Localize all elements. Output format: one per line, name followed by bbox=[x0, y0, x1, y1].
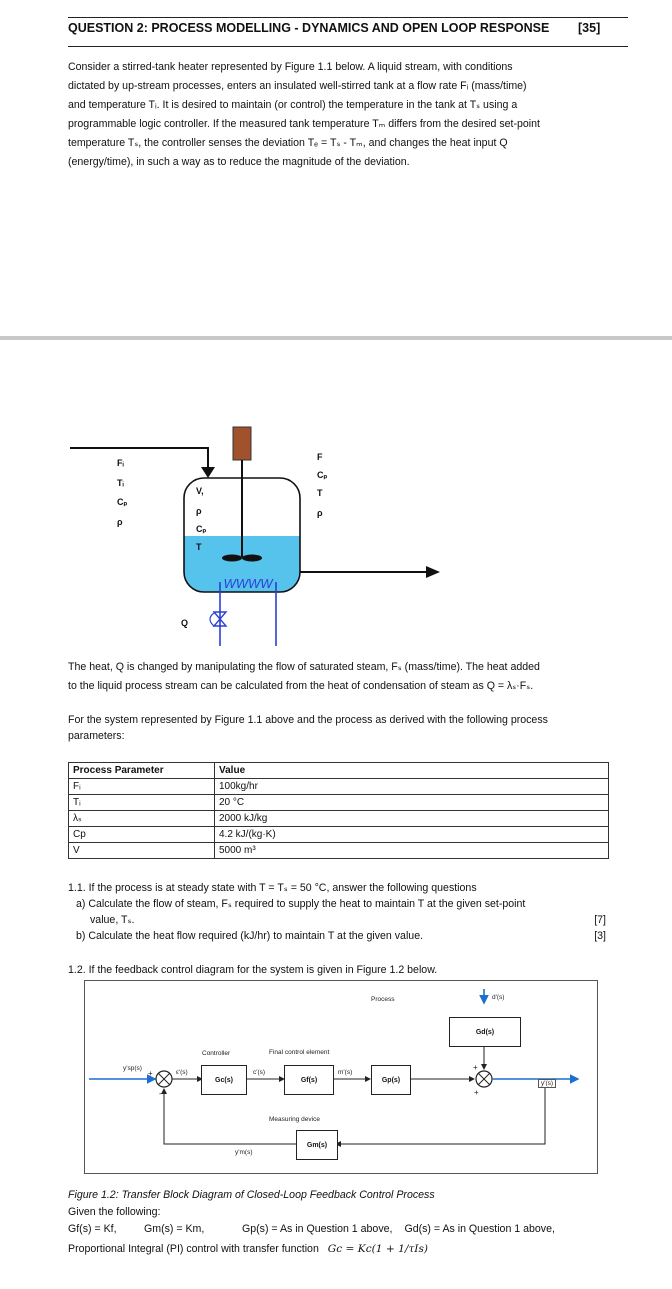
question-stem: 1.1. If the process is at steady state with T = Tₛ = 50 °C, answer the following questions bbox=[68, 882, 477, 894]
intro-line: Consider a stirred-tank heater represented by Figure 1.1 below. A liquid stream, with conditions bbox=[68, 61, 513, 73]
table-cell: 100kg/hr bbox=[215, 779, 609, 795]
plus-sign: + bbox=[473, 1063, 478, 1072]
table-row bbox=[69, 811, 609, 827]
system-line: parameters: bbox=[68, 730, 125, 742]
question-marks: [35] bbox=[578, 21, 601, 35]
minus-sign: - bbox=[159, 1089, 162, 1098]
parameter-table bbox=[68, 762, 609, 859]
given-gf: Gf(s) = Kf, bbox=[68, 1223, 117, 1235]
stirred-tank-figure bbox=[60, 420, 460, 655]
inlet-label: Fᵢ bbox=[117, 458, 124, 468]
table-row bbox=[69, 827, 609, 843]
given-gm: Gm(s) = Km, bbox=[144, 1223, 205, 1235]
controller-output-label: c'(s) bbox=[253, 1069, 266, 1076]
page-separator bbox=[0, 336, 672, 340]
inlet-pipe bbox=[70, 448, 208, 470]
question-title: QUESTION 2: PROCESS MODELLING - DYNAMICS AND OPEN LOOP RESPONSE bbox=[68, 21, 550, 35]
valve-actuator-icon bbox=[210, 613, 214, 626]
given-functions bbox=[68, 1221, 628, 1238]
top-rule bbox=[68, 17, 628, 18]
intro-line: and temperature Tᵢ. It is desired to maintain (or control) the temperature in the tank at Tₛ using a bbox=[68, 99, 518, 111]
outlet-label: T bbox=[317, 488, 323, 498]
figure-caption: Figure 1.2: Transfer Block Diagram of Closed-Loop Feedback Control Process bbox=[68, 1189, 435, 1201]
setpoint-label: y'sp(s) bbox=[123, 1065, 142, 1072]
table-cell: V bbox=[69, 843, 215, 859]
tank-label: ρ bbox=[196, 506, 202, 516]
question-1-2: 1.2. If the feedback control diagram for the system is given in Figure 1.2 below. bbox=[68, 964, 438, 976]
output-label: y'(s) bbox=[538, 1079, 556, 1088]
intro-line: programmable logic controller. If the measured tank temperature Tₘ differs from the desired set-point bbox=[68, 118, 540, 130]
given-section bbox=[68, 1204, 628, 1258]
feedback-line bbox=[336, 1079, 545, 1144]
error-label: ε'(s) bbox=[176, 1069, 188, 1076]
table-row bbox=[69, 779, 609, 795]
block-diagram bbox=[84, 980, 598, 1174]
tank-label: Cₚ bbox=[196, 524, 207, 534]
given-heading: Given the following: bbox=[68, 1206, 161, 1218]
heat-line: to the liquid process stream can be calculated from the heat of condensation of steam as Q = λₛ·Fₛ. bbox=[68, 680, 534, 692]
outlet-arrow-icon bbox=[426, 566, 440, 578]
disturbance-label: d'(s) bbox=[492, 994, 505, 1001]
pi-text: Proportional Integral (PI) control with transfer function bbox=[68, 1243, 319, 1255]
heat-label: Q bbox=[181, 618, 189, 628]
intro-line: temperature Tₛ, the controller senses the deviation Tₑ = Tₛ - Tₘ, and changes the heat input Q bbox=[68, 137, 508, 149]
table-cell: 4.2 kJ/(kg·K) bbox=[215, 827, 609, 843]
given-pi bbox=[68, 1241, 628, 1258]
controller-label: Controller bbox=[202, 1050, 231, 1057]
table-header: Process Parameter bbox=[69, 763, 215, 779]
system-line: For the system represented by Figure 1.1 above and the process as derived with the following process bbox=[68, 714, 548, 726]
gc-block: Gc(s) bbox=[201, 1065, 247, 1095]
process-label: Process bbox=[371, 996, 395, 1003]
plus-sign: + bbox=[148, 1069, 153, 1078]
manipulated-label: m'(s) bbox=[338, 1069, 353, 1076]
tank-label: V, bbox=[196, 486, 204, 496]
gm-block: Gm(s) bbox=[296, 1130, 338, 1160]
motor-icon bbox=[233, 427, 251, 460]
part-a-line: a) Calculate the flow of steam, Fₛ required to supply the heat to maintain T at the given set-point bbox=[76, 898, 526, 910]
inlet-label: Tᵢ bbox=[117, 478, 124, 488]
heat-paragraph bbox=[68, 658, 628, 696]
inlet-label: ρ bbox=[117, 517, 123, 527]
title-rule bbox=[68, 46, 628, 47]
table-cell: Cp bbox=[69, 827, 215, 843]
intro-line: (energy/time), in such a way as to reduce the magnitude of the deviation. bbox=[68, 156, 410, 168]
measuring-label: Measuring device bbox=[269, 1116, 320, 1123]
part-a-marks: [7] bbox=[594, 914, 606, 926]
table-cell: Tᵢ bbox=[69, 795, 215, 811]
inlet-label: Cₚ bbox=[117, 497, 128, 507]
table-row bbox=[69, 843, 609, 859]
table-row bbox=[69, 795, 609, 811]
intro-paragraph bbox=[68, 58, 628, 172]
system-paragraph bbox=[68, 712, 628, 744]
pi-formula: Gc = Kc(1 + 1/τIs) bbox=[327, 1243, 429, 1255]
table-cell: λₛ bbox=[69, 811, 215, 827]
question-1-1 bbox=[68, 880, 616, 944]
block-diagram-lines bbox=[85, 981, 597, 1173]
heat-line: The heat, Q is changed by manipulating the flow of saturated steam, Fₛ (mass/time). The heat added bbox=[68, 661, 540, 673]
table-cell: Fᵢ bbox=[69, 779, 215, 795]
inlet-arrow-icon bbox=[201, 467, 215, 478]
table-header-row bbox=[69, 763, 609, 779]
part-a-line bbox=[68, 912, 616, 928]
tank-label: T bbox=[196, 542, 202, 552]
measured-label: y'm(s) bbox=[235, 1149, 253, 1156]
outlet-label: F bbox=[317, 452, 323, 462]
heating-coil-icon: WWWW bbox=[223, 576, 273, 591]
plus-sign: + bbox=[474, 1088, 479, 1097]
table-cell: 20 °C bbox=[215, 795, 609, 811]
part-b-marks: [3] bbox=[594, 930, 606, 942]
given-gp: Gp(s) = As in Question 1 above, bbox=[242, 1223, 393, 1235]
impeller-blade-right bbox=[242, 555, 262, 562]
table-header: Value bbox=[215, 763, 609, 779]
outlet-label: Cₚ bbox=[317, 470, 328, 480]
outlet-label: ρ bbox=[317, 508, 323, 518]
intro-line: dictated by up-stream processes, enters an insulated well-stirred tank at a flow rate Fᵢ (mass/time) bbox=[68, 80, 527, 92]
given-gd: Gd(s) = As in Question 1 above, bbox=[404, 1223, 555, 1235]
impeller-blade-left bbox=[222, 555, 242, 562]
table-cell: 2000 kJ/kg bbox=[215, 811, 609, 827]
gp-block: Gp(s) bbox=[371, 1065, 411, 1095]
final-element-label: Final control element bbox=[269, 1049, 330, 1056]
gd-block: Gd(s) bbox=[449, 1017, 521, 1047]
part-b-text: b) Calculate the heat flow required (kJ/hr) to maintain T at the given value. bbox=[76, 930, 424, 942]
part-a-continuation: value, Tₛ. bbox=[90, 914, 135, 926]
part-b-line bbox=[68, 928, 616, 944]
table-cell: 5000 m³ bbox=[215, 843, 609, 859]
gf-block: Gf(s) bbox=[284, 1065, 334, 1095]
